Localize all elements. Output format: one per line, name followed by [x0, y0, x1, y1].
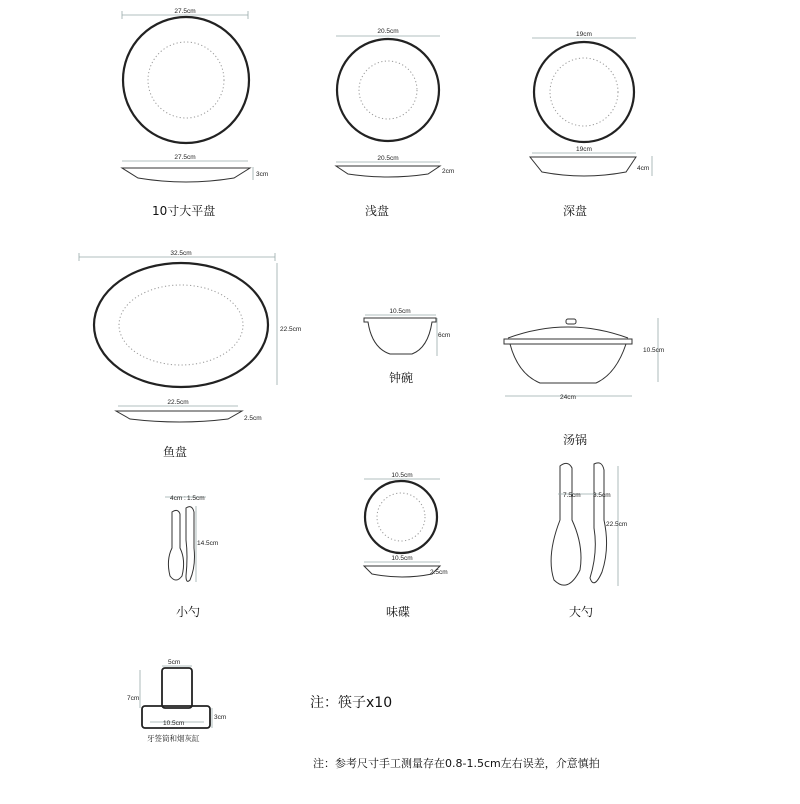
fish-plate-top-width: 32.5cm: [170, 250, 192, 257]
deep-plate-side-view: [530, 146, 652, 176]
shallow-plate-side-width: 20.5cm: [377, 155, 399, 162]
big-spoon-label: 大勺: [569, 605, 594, 619]
disclaimer-note: 注：参考尺寸手工测量存在0.8-1.5cm左右误差，介意慎拍: [313, 757, 600, 770]
dinner-plate-top-width: 27.5cm: [174, 8, 196, 15]
big-spoon-length: 22.5cm: [606, 521, 628, 528]
sauce-dish-side-view: [364, 555, 448, 577]
soup-pot-width: 24cm: [560, 394, 576, 401]
small-spoon-side-width: 1.5cm: [187, 495, 205, 502]
toothpick-holder-base-width: 10.5cm: [163, 720, 185, 727]
cup-bowl-view: [364, 308, 450, 356]
small-spoon-label: 小勺: [176, 605, 201, 619]
small-spoon-sep: :: [184, 495, 186, 502]
shallow-plate-top-width: 20.5cm: [377, 28, 399, 35]
cup-bowl-height: 6cm: [438, 332, 451, 339]
fish-plate-side-height: 2.5cm: [244, 415, 262, 422]
deep-plate-label: 深盘: [563, 204, 588, 218]
sauce-dish-side-height: 2.5cm: [430, 569, 448, 576]
fish-plate-label: 鱼盘: [163, 445, 188, 459]
big-spoon-view: [551, 463, 627, 586]
shallow-plate-top-view: [336, 28, 440, 141]
dinner-plate-side-view: [122, 154, 268, 182]
dinner-plate-top-view: [122, 8, 249, 143]
big-spoon-front-width: 7.5cm: [563, 492, 581, 499]
deep-plate-top-width: 19cm: [576, 31, 592, 38]
big-spoon-side-width: 3.5cm: [593, 492, 611, 499]
dinner-plate-label: 10寸大平盘: [152, 204, 216, 218]
shallow-plate-side-height: 2cm: [442, 168, 455, 175]
fish-plate-top-view: [79, 250, 301, 387]
cup-bowl-label: 钟碗: [389, 371, 414, 385]
sauce-dish-top-view: [364, 472, 440, 553]
cup-bowl-width: 10.5cm: [389, 308, 411, 315]
sauce-dish-side-width: 10.5cm: [391, 555, 413, 562]
shallow-plate-label: 浅盘: [365, 204, 390, 218]
deep-plate-side-width: 19cm: [576, 146, 592, 153]
small-spoon-front-width: 4cm: [170, 495, 183, 502]
deep-plate-side-height: 4cm: [637, 165, 650, 172]
toothpick-holder-base-height: 3cm: [214, 714, 227, 721]
chopsticks-note: 注：筷子x10: [310, 695, 393, 711]
fish-plate-side-view: [116, 399, 262, 422]
soup-pot-height: 10.5cm: [643, 347, 665, 354]
deep-plate-top-view: [532, 31, 636, 142]
sauce-dish-top-width: 10.5cm: [391, 472, 413, 479]
small-spoon-view: [165, 495, 218, 582]
toothpick-holder-label: 牙签筒和烟灰缸: [147, 734, 200, 743]
fish-plate-top-height: 22.5cm: [280, 326, 302, 333]
sauce-dish-label: 味碟: [386, 605, 411, 619]
fish-plate-side-width: 22.5cm: [167, 399, 189, 406]
shallow-plate-side-view: [336, 155, 454, 177]
toothpick-holder-height: 7cm: [127, 695, 140, 702]
dinner-plate-side-height: 3cm: [256, 171, 269, 178]
dinner-plate-side-width: 27.5cm: [174, 154, 196, 161]
toothpick-holder-top-width: 5cm: [168, 659, 181, 666]
toothpick-holder-view: [127, 659, 226, 728]
soup-pot-label: 汤锅: [563, 433, 588, 447]
soup-pot-view: [504, 318, 664, 401]
small-spoon-length: 14.5cm: [197, 540, 219, 547]
